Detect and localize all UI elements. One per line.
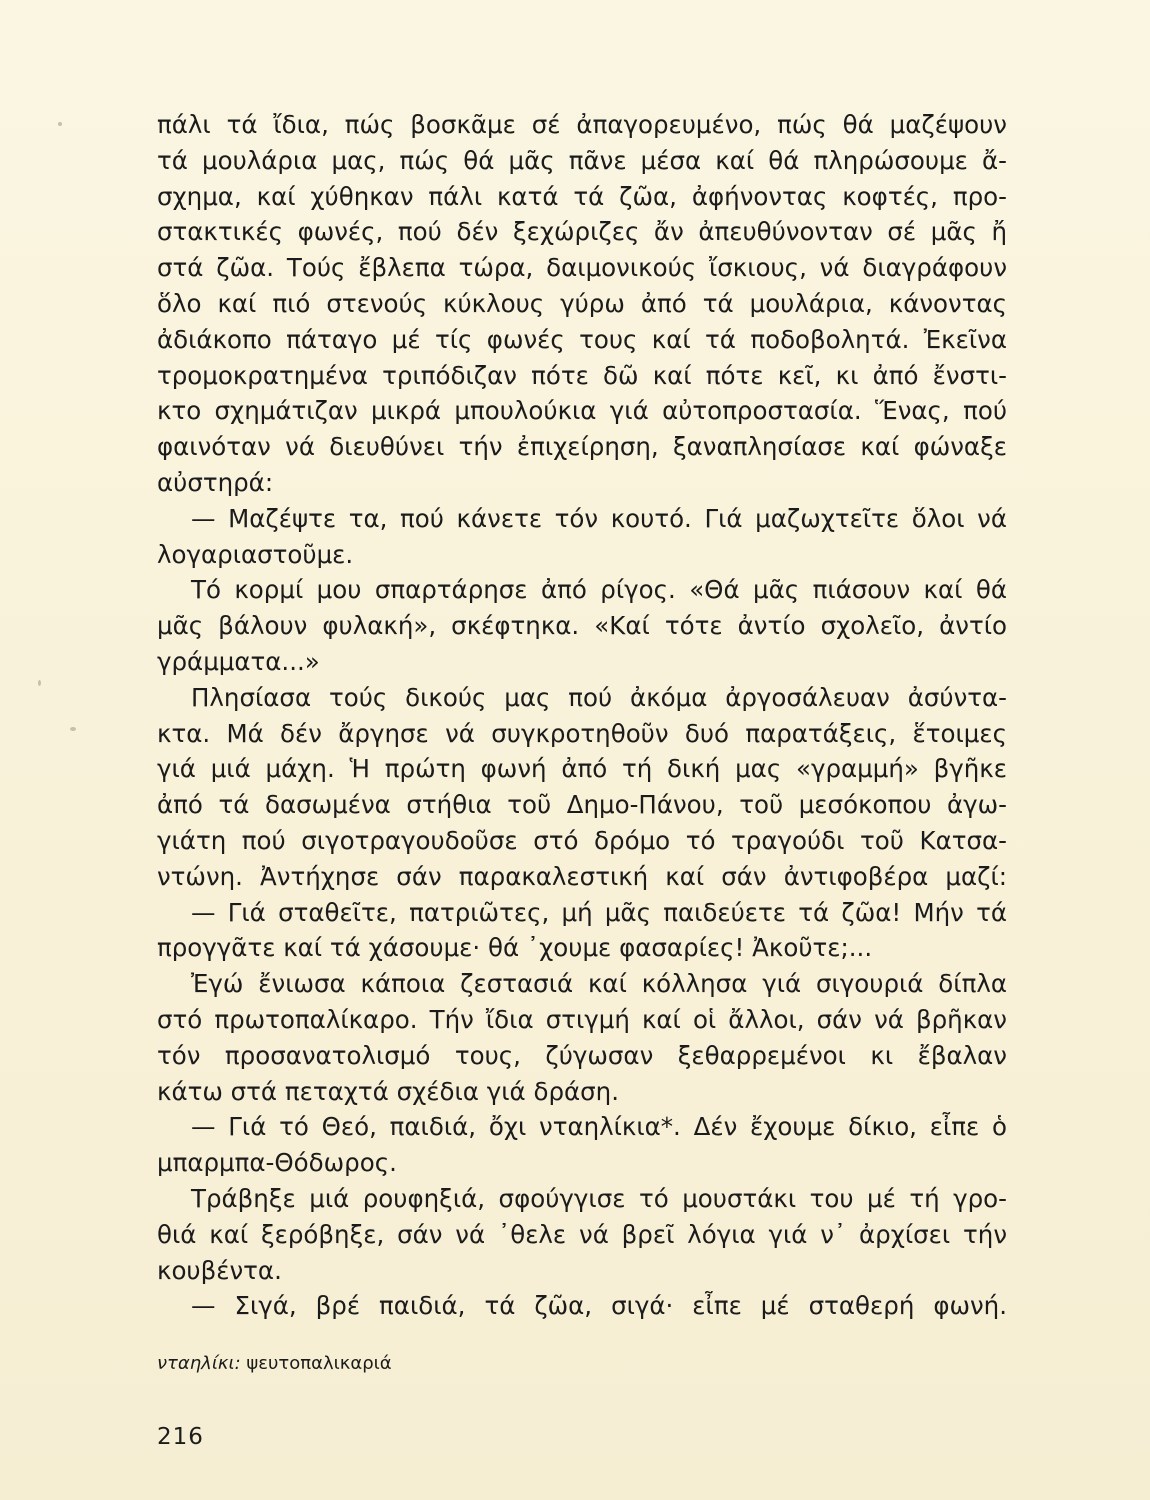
footnote-definition: ψευτοπαλικαριά bbox=[246, 1353, 392, 1374]
text-line: στά ζῶα. Τούς ἔβλεπα τώρα, δαιμονικούς ἴσκιους, νά διαγράφουν bbox=[157, 253, 1007, 283]
text-line: Τό κορμί μου σπαρτάρησε ἀπό ρίγος. «Θά μᾶς πιάσουν καί θά bbox=[191, 575, 1007, 605]
paragraph-5 bbox=[157, 895, 1007, 967]
paragraph-6 bbox=[157, 966, 1007, 1109]
text-line: μπαρμπα-Θόδωρος. bbox=[157, 1148, 397, 1178]
text-line: λογαριαστοῦμε. bbox=[157, 539, 354, 569]
text-line: ἀδιάκοπο πάταγο μέ τίς φωνές τους καί τά ποδοβολητά. Ἐκεῖνα bbox=[157, 324, 1007, 354]
text-line: σχημα, καί χύθηκαν πάλι κατά τά ζῶα, ἀφήνοντας κοφτές, προ- bbox=[157, 181, 1007, 211]
text-line: κάτω στά πεταχτά σχέδια γιά δράση. bbox=[157, 1076, 619, 1106]
text-line: κτο σχημάτιζαν μικρά μπουλούκια γιά αὐτοπροστασία. Ἕνας, πού bbox=[157, 396, 1007, 426]
text-line: γράμματα...» bbox=[157, 646, 320, 676]
text-line: προγγᾶτε καί τά χάσουμε· θά ᾽χουμε φασαρίες! Ἀκοῦτε;... bbox=[157, 933, 873, 963]
footnote bbox=[157, 1353, 392, 1374]
paper-speck bbox=[58, 122, 62, 126]
text-line: κουβέντα. bbox=[157, 1255, 282, 1285]
paragraph-1 bbox=[157, 107, 1007, 501]
text-line: φαινόταν νά διευθύνει τήν ἐπιχείρηση, ξαναπλησίασε καί φώναξε bbox=[157, 432, 1007, 462]
footnote-term: νταηλίκι: bbox=[157, 1353, 241, 1374]
text-line: στό πρωτοπαλίκαρο. Τήν ἴδια στιγμή καί οἱ ἄλλοι, σάν νά βρῆκαν bbox=[157, 1004, 1007, 1034]
paragraph-8 bbox=[157, 1181, 1007, 1288]
paper-speck bbox=[70, 727, 76, 731]
body-text bbox=[157, 107, 1007, 1324]
text-line: ἀπό τά δασωμένα στήθια τοῦ Δημο-Πάνου, τοῦ μεσόκοπου ἀγω- bbox=[157, 790, 1007, 820]
text-line: τρομοκρατημένα τριπόδιζαν πότε δῶ καί πότε κεῖ, κι ἀπό ἔνστι- bbox=[157, 360, 1007, 390]
paper-speck bbox=[38, 680, 41, 686]
text-line: Πλησίασα τούς δικούς μας πού ἀκόμα ἀργοσάλευαν ἀσύντα- bbox=[191, 682, 1007, 712]
text-line: τά μουλάρια μας, πώς θά μᾶς πᾶνε μέσα καί θά πληρώσουμε ἄ- bbox=[157, 145, 1007, 175]
text-line: κτα. Μά δέν ἄργησε νά συγκροτηθοῦν δυό παρατάξεις, ἕτοιμες bbox=[157, 718, 1007, 748]
paragraph-9 bbox=[157, 1288, 1007, 1324]
text-line: γιάτη πού σιγοτραγουδοῦσε στό δρόμο τό τραγούδι τοῦ Κατσα- bbox=[157, 825, 1007, 855]
text-line: — Γιά σταθεῖτε, πατριῶτες, μή μᾶς παιδεύετε τά ζῶα! Μήν τά bbox=[191, 897, 1007, 927]
text-line: γιά μιά μάχη. Ἡ πρώτη φωνή ἀπό τή δική μας «γραμμή» βγῆκε bbox=[157, 754, 1007, 784]
page-number: 216 bbox=[157, 1424, 204, 1450]
text-line: — Μαζέψτε τα, πού κάνετε τόν κουτό. Γιά μαζωχτεῖτε ὅλοι νά bbox=[191, 503, 1007, 533]
paragraph-7 bbox=[157, 1109, 1007, 1181]
paragraph-2 bbox=[157, 501, 1007, 573]
text-line: Τράβηξε μιά ρουφηξιά, σφούγγισε τό μουστάκι του μέ τή γρο- bbox=[191, 1183, 1007, 1213]
text-line: στακτικές φωνές, πού δέν ξεχώριζες ἄν ἀπευθύνονταν σέ μᾶς ἤ bbox=[157, 217, 1007, 247]
paragraph-3 bbox=[157, 572, 1007, 679]
text-line: πάλι τά ἴδια, πώς βοσκᾶμε σέ ἀπαγορευμένο, πώς θά μαζέψουν bbox=[157, 110, 1007, 139]
text-line: Ἐγώ ἔνιωσα κάποια ζεστασιά καί κόλλησα γιά σιγουριά δίπλα bbox=[191, 969, 1007, 999]
text-line: μᾶς βάλουν φυλακή», σκέφτηκα. «Καί τότε ἀντίο σχολεῖο, ἀντίο bbox=[157, 611, 1007, 641]
text-line: αὐστηρά: bbox=[157, 467, 274, 497]
text-line: — Σιγά, βρέ παιδιά, τά ζῶα, σιγά· εἶπε μέ σταθερή φωνή. bbox=[191, 1291, 1007, 1321]
text-line: — Γιά τό Θεό, παιδιά, ὄχι νταηλίκια*. Δέν ἔχουμε δίκιο, εἶπε ὁ bbox=[191, 1112, 1007, 1142]
paragraph-4 bbox=[157, 680, 1007, 895]
text-line: τόν προσανατολισμό τους, ζύγωσαν ξεθαρρεμένοι κι ἔβαλαν bbox=[157, 1040, 1007, 1070]
text-line: θιά καί ξερόβηξε, σάν νά ᾽θελε νά βρεῖ λόγια γιά ν᾽ ἀρχίσει τήν bbox=[157, 1219, 1007, 1249]
text-line: ντώνη. Ἀντήχησε σάν παρακαλεστική καί σάν ἀντιφοβέρα μαζί: bbox=[157, 861, 1007, 891]
text-line: ὅλο καί πιό στενούς κύκλους γύρω ἀπό τά μουλάρια, κάνοντας bbox=[157, 288, 1007, 318]
